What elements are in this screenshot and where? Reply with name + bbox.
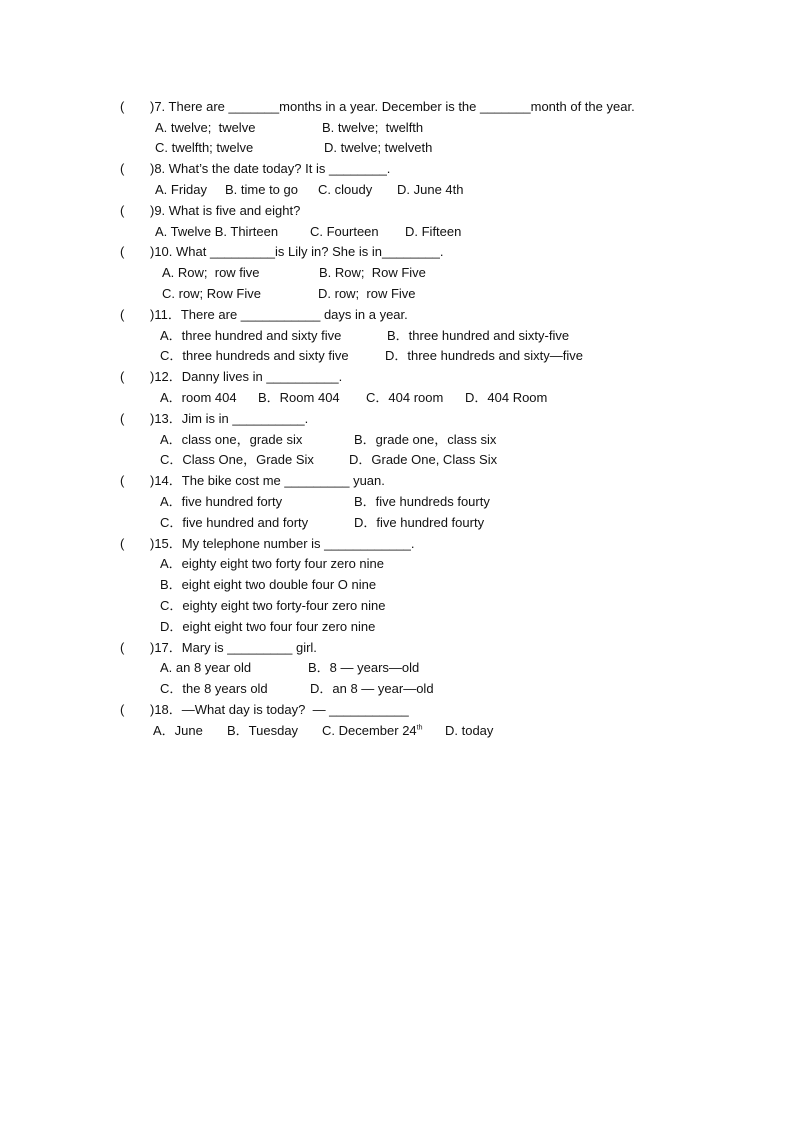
question-17-option-d: D．an 8 — year—old [310,681,434,696]
question-13-option-b: B．grade one，class six [354,432,497,447]
question-15-stem: )15．My telephone number is ____________. [150,536,415,551]
question-14-stem: )14．The bike cost me _________ yuan. [150,473,385,488]
question-17-option-b: B．8 — years—old [308,660,420,675]
question-17-stem: )17．Mary is _________ girl. [150,640,317,655]
question-7-option-c: C. twelfth; twelve [155,140,254,155]
question-15-option-c: C．eighty eight two forty-four zero nine [160,598,386,613]
answer-paren: ( [120,307,125,322]
question-9-option-ab: A. Twelve B. Thirteen [155,224,279,239]
question-18-option-b: B．Tuesday [227,723,299,738]
answer-paren: ( [120,369,125,384]
question-18-option-c-superscript: th [416,724,423,732]
question-18-option-c-text: C. December 24 [322,723,417,738]
question-11-option-b: B．three hundred and sixty-five [387,328,570,343]
question-10-stem: )10. What _________is Lily in? She is in________. [150,244,444,259]
question-12-option-b: B．Room 404 [258,390,340,405]
answer-paren: ( [120,473,125,488]
question-17-option-a: A. an 8 year old [160,660,252,675]
question-10-option-d: D. row; row Five [318,286,416,301]
question-18-option-c [322,723,423,739]
question-14-option-b: B．five hundreds fourty [354,494,490,509]
question-9-option-c: C. Fourteen [310,224,379,239]
question-15-option-d: D．eight eight two four four zero nine [160,619,376,634]
question-8-stem: )8. What’s the date today? It is ________. [150,161,391,176]
question-8-option-a: A. Friday [155,182,208,197]
answer-paren: ( [120,99,125,114]
question-11-option-c: C．three hundreds and sixty five [160,348,349,363]
question-14-option-d: D．five hundred fourty [354,515,485,530]
question-9-option-d: D. Fifteen [405,224,462,239]
question-12-stem: )12．Danny lives in __________. [150,369,343,384]
answer-paren: ( [120,161,125,176]
question-12-option-c: C．404 room [366,390,444,405]
question-7-option-b: B. twelve; twelfth [322,120,424,135]
question-15-option-b: B．eight eight two double four O nine [160,577,377,592]
question-13-stem: )13．Jim is in __________. [150,411,309,426]
answer-paren: ( [120,203,125,218]
question-18-option-a: A．June [153,723,203,738]
answer-paren: ( [120,411,125,426]
question-15-option-a: A．eighty eight two forty four zero nine [160,556,385,571]
question-7-option-d: D. twelve; twelveth [324,140,433,155]
answer-paren: ( [120,702,125,717]
question-18-stem: )18．—What day is today? — ___________ [150,702,409,717]
question-9-stem: )9. What is five and eight? [150,203,301,218]
question-12-option-a: A．room 404 [160,390,237,405]
question-17-option-c: C．the 8 years old [160,681,268,696]
question-8-option-c: C. cloudy [318,182,373,197]
question-14-option-a: A．five hundred forty [160,494,283,509]
question-7-option-a: A. twelve; twelve [155,120,256,135]
question-8-option-d: D. June 4th [397,182,464,197]
question-7-stem: )7. There are _______months in a year. December is the _______month of the year. [150,99,635,114]
question-11-stem: )11．There are ___________ days in a year. [150,307,408,322]
question-14-option-c: C．five hundred and forty [160,515,309,530]
question-10-option-c: C. row; Row Five [162,286,261,301]
question-8-option-b: B. time to go [225,182,298,197]
question-13-option-c: C．Class One，Grade Six [160,452,314,467]
question-18-option-d: D. today [445,723,494,738]
answer-paren: ( [120,536,125,551]
question-11-option-a: A．three hundred and sixty five [160,328,342,343]
question-10-option-a: A. Row; row five [162,265,260,280]
answer-paren: ( [120,244,125,259]
question-13-option-d: D．Grade One, Class Six [349,452,498,467]
question-10-option-b: B. Row; Row Five [319,265,426,280]
question-12-option-d: D．404 Room [465,390,548,405]
question-13-option-a: A．class one，grade six [160,432,303,447]
question-11-option-d: D．three hundreds and sixty—five [385,348,583,363]
answer-paren: ( [120,640,125,655]
